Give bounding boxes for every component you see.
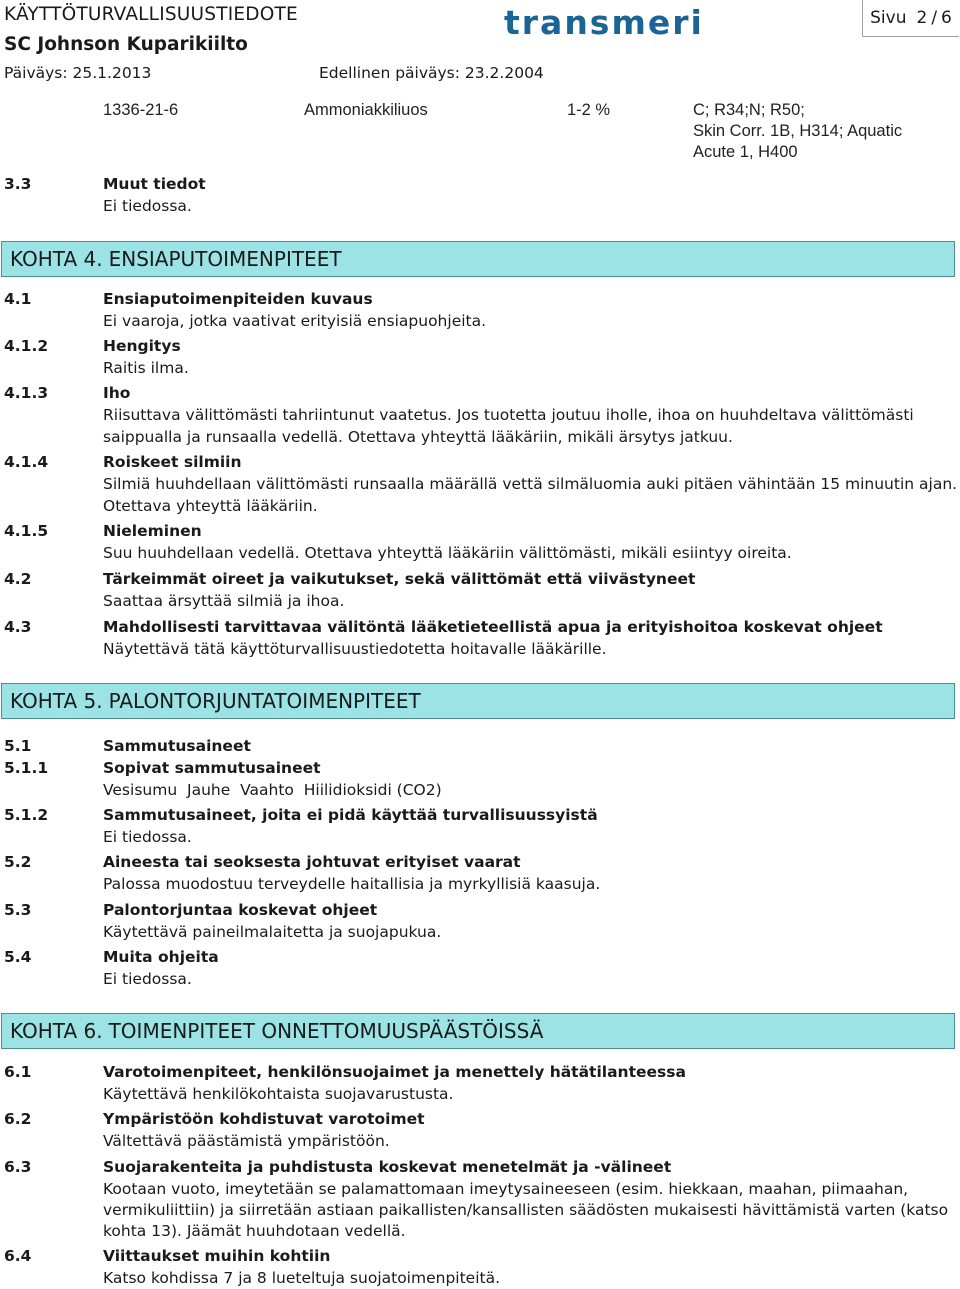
component-cas: 1336-21-6 [103, 101, 179, 119]
subsection-title: Viittaukset muihin kohtiin [103, 1247, 331, 1265]
subsection-text: Ei vaaroja, jotka vaativat erityisiä ensiapuohjeita. [103, 312, 487, 330]
previous-date: Edellinen päiväys: 23.2.2004 [319, 64, 544, 82]
subsection-number: 4.1.4 [4, 453, 49, 471]
section-6-header [1, 1013, 955, 1049]
subsection-title: Sammutusaineet, joita ei pidä käyttää turvallisuussyistä [103, 806, 598, 824]
section-title: TOIMENPITEET ONNETTOMUUSPÄÄSTÖISSÄ [108, 1019, 544, 1043]
subsection-title: Muita ohjeita [103, 948, 219, 966]
subsection-text: Katso kohdissa 7 ja 8 lueteltuja suojatoimenpiteitä. [103, 1269, 501, 1287]
subsection-title: Sammutusaineet [103, 737, 251, 755]
transmeri-logo [504, 4, 726, 40]
subsection-title: Mahdollisesti tarvittavaa välitöntä lääketieteellistä apua ja erityishoitoa koskevat ohjeet [103, 618, 883, 636]
subsection-number: 3.3 [4, 175, 32, 193]
subsection-number: 5.2 [4, 853, 32, 871]
subsection-text-line: saippualla ja runsaalla vedellä. Otettava yhteyttä lääkäriin, mikäli ärsytys jatkuu. [103, 428, 733, 446]
subsection-text: Näytettävä tätä käyttöturvallisuustiedotetta hoitavalle lääkärille. [103, 640, 607, 658]
subsection-number: 4.1.5 [4, 522, 49, 540]
company-name: SC Johnson Kuparikiilto [4, 34, 248, 55]
subsection-number: 6.2 [4, 1110, 32, 1128]
subsection-number: 5.3 [4, 901, 32, 919]
section-title: PALONTORJUNTATOIMENPITEET [108, 689, 421, 713]
logo-text: transmeri [504, 4, 704, 40]
subsection-number: 5.1.2 [4, 806, 49, 824]
subsection-number: 4.1.2 [4, 337, 49, 355]
subsection-title: Roiskeet silmiin [103, 453, 242, 471]
subsection-text-line: Silmiä huuhdellaan välittömästi runsaalla määrällä vettä silmäluomia auki pitäen vähintään 15 minuutin ajan. [103, 475, 958, 493]
subsection-text: Raitis ilma. [103, 359, 189, 377]
subsection-title: Sopivat sammutusaineet [103, 759, 321, 777]
subsection-text: Käytettävä paineilmalaitetta ja suojapukua. [103, 923, 442, 941]
subsection-title: Muut tiedot [103, 175, 206, 193]
component-class-line2: Skin Corr. 1B, H314; Aquatic [693, 122, 903, 140]
subsection-number: 4.3 [4, 618, 32, 636]
section-label: KOHTA 4. [10, 247, 103, 271]
subsection-number: 6.4 [4, 1247, 32, 1265]
section-label: KOHTA 5. [10, 689, 103, 713]
subsection-text: Ei tiedossa. [103, 197, 192, 215]
subsection-text: Vesisumu Jauhe Vaahto Hiilidioksidi (CO2) [103, 781, 442, 799]
section-title: ENSIAPUTOIMENPITEET [108, 247, 342, 271]
subsection-number: 5.4 [4, 948, 32, 966]
subsection-title: Ympäristöön kohdistuvat varotoimet [103, 1110, 425, 1128]
component-class-line1: C; R34;N; R50; [693, 101, 805, 119]
component-concentration: 1-2 % [567, 101, 611, 119]
subsection-text: Suu huuhdellaan vedellä. Otettava yhteyttä lääkäriin välittömästi, mikäli esiintyy oireita. [103, 544, 792, 562]
subsection-title: Palontorjuntaa koskevat ohjeet [103, 901, 378, 919]
page-indicator [862, 0, 959, 37]
subsection-text-line: kohta 13). Jäämät huuhdotaan vedellä. [103, 1222, 406, 1240]
subsection-title: Ensiaputoimenpiteiden kuvaus [103, 290, 373, 308]
document-title: KÄYTTÖTURVALLISUUSTIEDOTE [4, 4, 298, 25]
subsection-text-line: Otettava yhteyttä lääkäriin. [103, 497, 318, 515]
subsection-title: Hengitys [103, 337, 181, 355]
subsection-title: Aineesta tai seoksesta johtuvat erityiset vaarat [103, 853, 521, 871]
subsection-number: 6.1 [4, 1063, 32, 1081]
subsection-text-line: vermikuliittiin) ja siirretään astiaan paikallisten/kansallisten säädösten mukaisesti hävittämistä varten (katso [103, 1201, 949, 1219]
section-label: KOHTA 6. [10, 1019, 103, 1043]
subsection-number: 5.1.1 [4, 759, 49, 777]
subsection-number: 4.2 [4, 570, 32, 588]
page-total: 6 [941, 8, 952, 28]
component-class-line3: Acute 1, H400 [693, 143, 798, 161]
subsection-number: 6.3 [4, 1158, 32, 1176]
subsection-text: Palossa muodostuu terveydelle haitallisia ja myrkyllisiä kaasuja. [103, 875, 601, 893]
subsection-text: Ei tiedossa. [103, 970, 192, 988]
page-separator: / [931, 8, 938, 28]
subsection-text-line: Kootaan vuoto, imeytetään se palamattomaan imeytysaineeseen (esim. hiekkaan, maahan, piimaahan, [103, 1180, 909, 1198]
subsection-number: 5.1 [4, 737, 32, 755]
section-4-header [1, 241, 955, 277]
page-label: Sivu [870, 8, 907, 28]
section-5-header [1, 683, 955, 719]
subsection-text: Käytettävä henkilökohtaista suojavarustusta. [103, 1085, 454, 1103]
subsection-number: 4.1 [4, 290, 32, 308]
subsection-title: Varotoimenpiteet, henkilönsuojaimet ja menettely hätätilanteessa [103, 1063, 686, 1081]
document-date: Päiväys: 25.1.2013 [4, 64, 152, 82]
subsection-number: 4.1.3 [4, 384, 49, 402]
subsection-text: Ei tiedossa. [103, 828, 192, 846]
subsection-title: Suojarakenteita ja puhdistusta koskevat menetelmät ja -välineet [103, 1158, 672, 1176]
page-number: 2 [916, 8, 928, 28]
subsection-text: Saattaa ärsyttää silmiä ja ihoa. [103, 592, 345, 610]
subsection-title: Nieleminen [103, 522, 202, 540]
subsection-title: Tärkeimmät oireet ja vaikutukset, sekä välittömät että viivästyneet [103, 570, 696, 588]
subsection-text-line: Riisuttava välittömästi tahriintunut vaatetus. Jos tuotetta joutuu iholle, ihoa on huuhdeltava välittömästi [103, 406, 914, 424]
subsection-title: Iho [103, 384, 131, 402]
component-name: Ammoniakkiliuos [304, 101, 428, 119]
subsection-text: Vältettävä päästämistä ympäristöön. [103, 1132, 390, 1150]
